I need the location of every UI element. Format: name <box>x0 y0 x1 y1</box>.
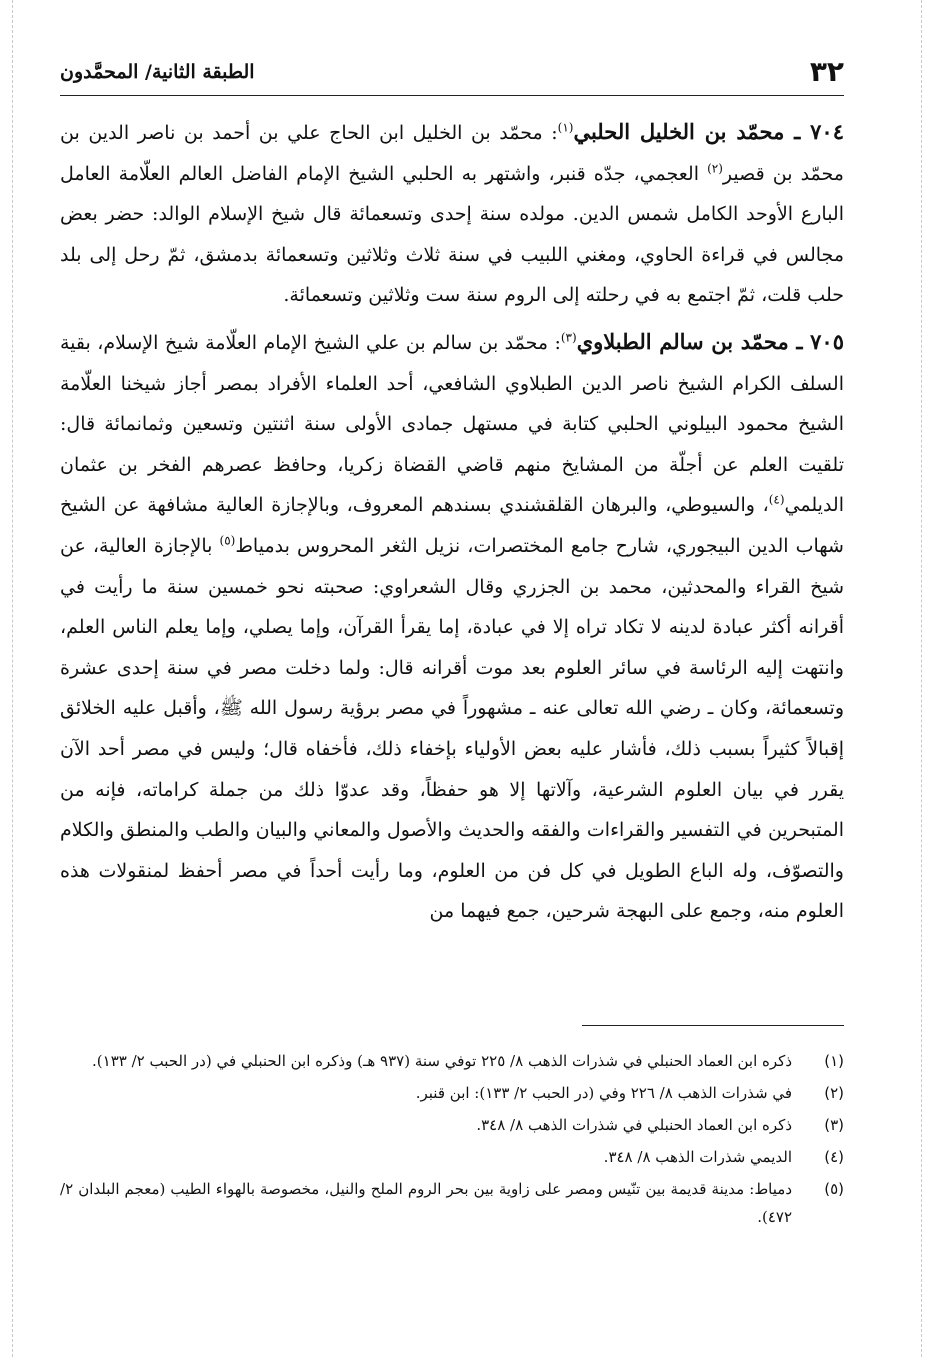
footnote <box>60 1079 844 1107</box>
entry-text: : محمّد بن سالم بن علي الشيخ الإمام العلّامة شيخ الإسلام، بقية السلف الكرام الشيخ ناصر الدين الطبلاوي الشافعي، أحد العلماء الأفراد بمصر أجاز شيخنا العلّامة الشيخ محمود البيلوني الحلبي كتابة في مستهل جمادى الأولى سنة اثنتين وتسعين وثمانمائة قال: تلقيت العلم عن أجلّة من المشايخ منهم قاضي القضاة زكريا، وحافظ عصرهم الفخر بن عثمان الديلمي <box>60 331 844 517</box>
entry-heading: ٧٠٤ ـ محمّد بن الخليل الحلبي <box>573 119 844 144</box>
footnote-text: دمياط: مدينة قديمة بين تنّيس ومصر على زاوية بين بحر الروم الملح والنيل، مخصوصة بالهواء الطيب (معجم البلدان ٢/ ٤٧٢). <box>60 1180 792 1226</box>
footnote-number: (٣) <box>824 1116 844 1134</box>
footnote-number: (٥) <box>824 1180 844 1198</box>
entry-704 <box>60 112 844 316</box>
page-number: ٣٢ <box>809 55 844 88</box>
footnotes <box>60 1047 844 1235</box>
footnote-number: (٤) <box>824 1148 844 1166</box>
footnote-text: ذكره ابن العماد الحنبلي في شذرات الذهب ٨/ ٣٤٨. <box>476 1116 792 1134</box>
scan-guide-right <box>921 0 922 1357</box>
footnote-separator <box>582 1025 844 1026</box>
main-text <box>60 112 844 932</box>
footnote-text: ذكره ابن العماد الحنبلي في شذرات الذهب ٨/ ٢٢٥ توفي سنة (٩٣٧ هـ) وذكره ابن الحنبلي في (در الحبب ٢/ ١٣٣). <box>92 1052 792 1070</box>
footnote <box>60 1047 844 1075</box>
footnote-ref: (٥) <box>219 533 236 548</box>
entry-heading: ٧٠٥ ـ محمّد بن سالم الطبلاوي <box>576 328 844 354</box>
footnote-ref: (٤) <box>768 493 785 508</box>
entry-text: العجمي، جدّه قنبر، واشتهر به الحلبي الشيخ الإمام الفاضل العالم العلّامة العامل البارع الأوحد الكامل شمس الدين. مولده سنة إحدى وتسعمائة قال شيخ الإسلام الوالد: حضر بعض مجالس في قراءة الحاوي، ومغني اللبيب في سنة ثلاث وثلاثين وتسعمائة بدمشق، ثمّ رحل إلى بلد حلب قلت، ثمّ اجتمع به في رحلته إلى الروم سنة ست وثلاثين وتسعمائة. <box>60 162 844 307</box>
footnote-ref: (٣) <box>560 330 577 345</box>
footnote <box>60 1143 844 1171</box>
footnote-text: الديمي شذرات الذهب ٨/ ٣٤٨. <box>603 1148 792 1166</box>
entry-text: : محمّد بن الخليل ابن الحاج علي بن أحمد بن ناصر الدين بن محمّد بن قصير <box>60 122 844 185</box>
entry-705 <box>60 322 844 932</box>
scan-guide-left <box>12 0 13 1357</box>
footnote-text: في شذرات الذهب ٨/ ٢٢٦ وفي (در الحبب ٢/ ١٣٣): ابن قنبر. <box>415 1084 792 1102</box>
footnote-number: (٢) <box>824 1084 844 1102</box>
footnote <box>60 1111 844 1139</box>
entry-text: ، والسيوطي، والبرهان القلقشندي بسندهم المعروف، وبالإجازة العالية مشافهة عن الشيخ شهاب الدين البيجوري، شارح جامع المختصرات، نزيل الثغر المحروس بدمياط <box>60 494 844 557</box>
footnote-ref: (٢) <box>707 161 723 176</box>
footnote-ref: (١) <box>557 120 574 135</box>
footnote <box>60 1175 844 1231</box>
footnote-number: (١) <box>824 1052 844 1070</box>
page-header <box>60 55 844 96</box>
running-title: الطبقة الثانية/ المحمَّدون <box>60 61 255 83</box>
entry-text: بالإجازة العالية، عن شيخ القراء والمحدثين، محمد بن الجزري وقال الشعراوي: صحبته نحو خمسين سنة ما رأيت في أقرانه أكثر عبادة لدينه لا تكاد تراه إلا في عبادة، إما يقرأ القرآن، وإما يصلي، وإما يعلم الناس العلم، وانتهت إليه الرئاسة في سائر العلوم بعد موت أقرانه قال: ولما دخلت مصر في سنة إحدى عشرة وتسعمائة، وكان ـ رضي الله تعالى عنه ـ مشهوراً في مصر برؤية رسول الله ﷺ، وأقبل عليه الخلائق إقبالاً كثيراً بسبب ذلك، فأشار عليه بعض الأولياء بإخفاء ذلك، فأخفاه قال؛ وليس في مصر أحد الآن يقرر في بيان العلوم الشرعية، وآلاتها إلا هو حفظاً، وقد عدوّا ذلك من جملة كراماته، فإنه من المتبحرين في التفسير والقراءات والفقه والحديث والأصول والمعاني والبيان والطب والمنطق والكلام والتصوّف، وله الباع الطويل في كل فن من العلوم، وما رأيت أحداً في مصر أحفظ لمنقولات هذه العلوم منه، وجمع على البهجة شرحين، جمع فيهما من <box>60 534 844 923</box>
